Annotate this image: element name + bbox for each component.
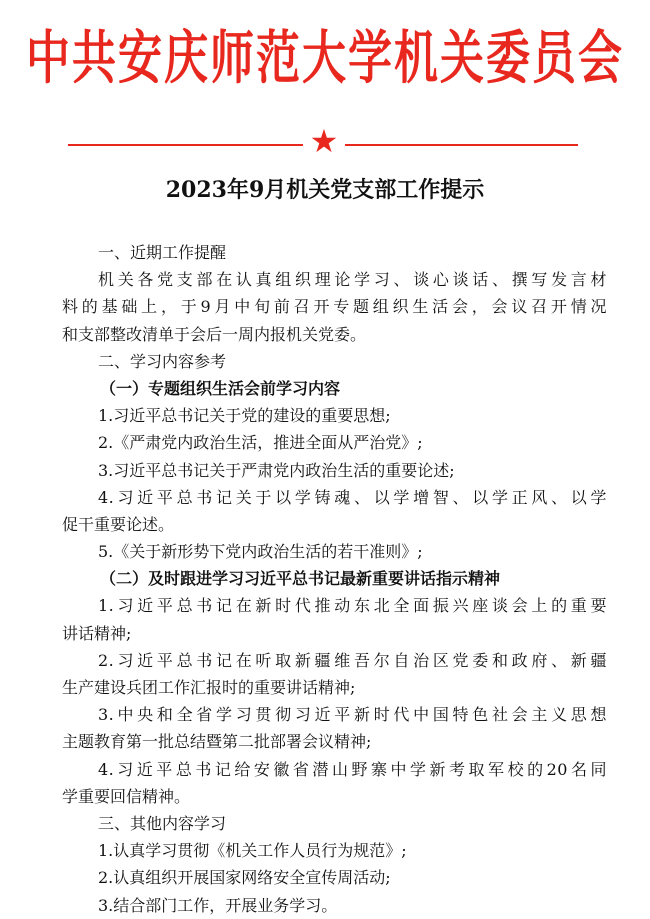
list-item: 4.习近平总书记给安徽省潜山野寨中学新考取军校的20名同 (98, 759, 607, 779)
subsection-heading: （一）专题组织生活会前学习内容 (100, 378, 341, 398)
paragraph-line: 生产建设兵团工作汇报时的重要讲话精神; (62, 678, 356, 697)
list-item: 3.习近平总书记关于严肃党内政治生活的重要论述; (98, 460, 455, 480)
list-item: 1.习近平总书记在新时代推动东北全面振兴座谈会上的重要 (98, 596, 607, 616)
left-divider-line (68, 144, 303, 146)
section-heading: 三、其他内容学习 (98, 813, 227, 833)
paragraph-line: 机关各党支部在认真组织理论学习、谈心谈话、撰写发言材 (98, 270, 607, 290)
organization-title: 中共安庆师范大学机关委员会 (26, 25, 624, 92)
paragraph-line: 主题教育第一批总结暨第二批部署会议精神; (62, 732, 372, 752)
list-item: 2.《严肃党内政治生活，推进全面从严治党》; (98, 433, 423, 453)
list-item: 2.认真组织开展国家网络安全宣传周活动; (98, 868, 391, 888)
list-item: 2.习近平总书记在听取新疆维吾尔自治区党委和政府、新疆 (98, 650, 607, 670)
paragraph-line: 料的基础上，于9月中旬前召开专题组织生活会，会议召开情况 (62, 297, 607, 317)
red-star-icon: ★ (309, 122, 339, 160)
list-item: 1.认真学习贯彻《机关工作人员行为规范》; (98, 841, 407, 861)
list-item: 3.中央和全省学习贯彻习近平新时代中国特色社会主义思想 (98, 705, 607, 725)
right-divider-line (345, 144, 578, 146)
document-body (62, 239, 607, 919)
paragraph-line: 学重要回信精神。 (62, 786, 191, 806)
section-heading: 二、学习内容参考 (98, 351, 227, 371)
paragraph-line: 讲话精神; (62, 623, 132, 643)
list-item: 1.习近平总书记关于党的建设的重要思想; (98, 406, 391, 426)
list-item: 3.结合部门工作，开展业务学习。 (98, 895, 338, 915)
section-heading: 一、近期工作提醒 (98, 243, 227, 262)
list-item: 4.习近平总书记关于以学铸魂、以学增智、以学正风、以学 (98, 487, 607, 507)
paragraph-line: 促干重要论述。 (62, 514, 175, 534)
paragraph-line: 和支部整改清单于会后一周内报机关党委。 (62, 324, 367, 344)
subsection-heading: （二）及时跟进学习习近平总书记最新重要讲话指示精神 (100, 569, 501, 589)
list-item: 5.《关于新形势下党内政治生活的若干准则》; (98, 542, 423, 562)
document-title: 2023年9月机关党支部工作提示 (165, 177, 485, 203)
